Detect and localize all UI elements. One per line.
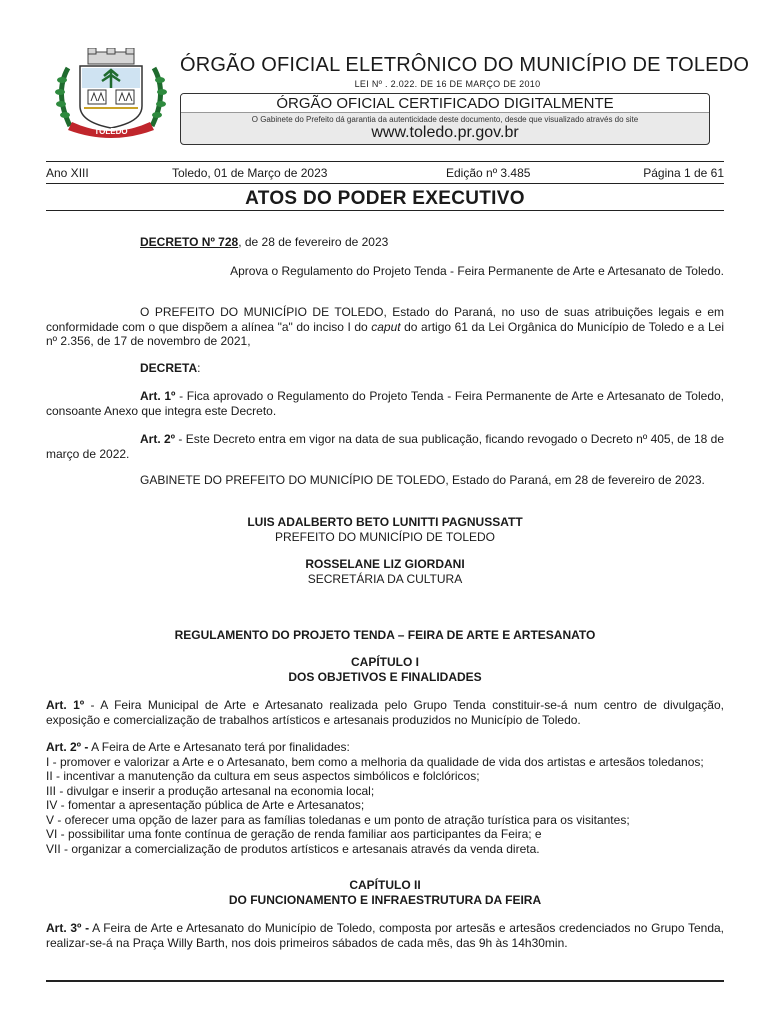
certification-title: ÓRGÃO OFICIAL CERTIFICADO DIGITALMENTE [181, 94, 709, 113]
signer-2-name: ROSSELANE LIZ GIORDANI [305, 557, 465, 571]
signer-1-role: PREFEITO DO MUNICÍPIO DE TOLEDO [274, 529, 496, 544]
footer-divider [46, 980, 724, 982]
year-label: Ano XIII [46, 166, 89, 180]
signer-2 [46, 557, 724, 586]
signer-1 [46, 515, 724, 544]
page-number: Página 1 de 61 [643, 166, 724, 180]
section-divider [46, 210, 724, 211]
decree-number: DECRETO Nº 728 [140, 235, 239, 249]
purpose-item: I - promover e valorizar a Arte e o Artesanato, bem como a melhoria da qualidade de vida dos artistas e artesãos toledanos; [46, 754, 704, 769]
certification-note: O Gabinete do Prefeito dá garantia da autenticidade deste documento, desde que visualizado através do site [251, 115, 639, 124]
decree-closing: GABINETE DO PREFEITO DO MUNICÍPIO DE TOLEDO, Estado do Paraná, em 28 de fevereiro de 2023. [140, 473, 705, 487]
chapter-1-heading: CAPÍTULO I DOS OBJETIVOS E FINALIDADES [288, 655, 482, 684]
signer-1-name: LUIS ADALBERTO BETO LUNITTI PAGNUSSATT [247, 515, 523, 529]
chapter-2-heading: CAPÍTULO II DO FUNCIONAMENTO E INFRAESTRUTURA DA FEIRA [228, 878, 542, 907]
regulation-title: REGULAMENTO DO PROJETO TENDA – FEIRA DE ARTE E ARTESANATO [174, 628, 596, 642]
gazette-title: ÓRGÃO OFICIAL ELETRÔNICO DO MUNICÍPIO DE TOLEDO [180, 54, 750, 76]
decree-article-1: Art. 1º - Fica aprovado o Regulamento do Projeto Tenda - Feira Permanente de Arte e Artesanato de Toledo, consoante Anexo que integra este Decreto. [46, 389, 725, 418]
certification-box [180, 93, 710, 145]
regulation-article-2: Art. 2º - A Feira de Arte e Artesanato terá por finalidades: I - promover e valorizar a Arte e o Artesanato, bem como a melhoria da qualidade de vida dos artistas e artesãos toledanos; II - incentivar a manutenção da cultura em seus aspectos simbólicos e folclóricos; III - divulgar e inserir a produção artesanal na economia local; IV - fomentar a apresentação pública de Arte e Artesanatos; V - oferecer uma opção de lazer para as famílias toledanas e um ponto de atração turística para os visitantes; VI - possibilitar uma fonte contínua de geração de renda familiar aos participantes da Feira; e VII - organizar a comercialização de produtos artísticos e artesanais através da venda direta. [46, 740, 724, 856]
website-link[interactable]: www.toledo.pr.gov.br [371, 124, 519, 141]
regulation-article-1: Art. 1º - A Feira Municipal de Arte e Artesanato realizada pelo Grupo Tenda constituir-se-á num centro de divulgação, exposição e comercialização de trabalhos artísticos e artesanais produzidos no Município de Toledo. [46, 698, 724, 727]
purpose-item: III - divulgar e inserir a produção artesanal na economia local; [46, 783, 375, 798]
edition-label: Edição nº 3.485 [446, 166, 531, 180]
purpose-item: VII - organizar a comercialização de produtos artísticos e artesanais através da venda direta. [46, 841, 540, 856]
decree-preamble: O PREFEITO DO MUNICÍPIO DE TOLEDO, Estado do Paraná, no uso de suas atribuições legais e em conformidade com o que dispõem a alínea "a" do inciso I do caput do artigo 61 da Lei Orgânica do Município de Toledo e a Lei nº 2.356, de 17 de novembro de 2021, [46, 305, 724, 348]
decree-decreta: DECRETA: [140, 361, 201, 375]
decree-article-2: Art. 2º - Este Decreto entra em vigor na data de sua publicação, ficando revogado o Decreto nº 405, de 18 de março de 2022. [46, 432, 724, 461]
gazette-law-reference: LEI Nº . 2.022. DE 16 DE MARÇO DE 2010 [354, 79, 541, 89]
date-label: Toledo, 01 de Março de 2023 [172, 166, 328, 180]
purpose-item: II - incentivar a manutenção da cultura em seus aspectos simbólicos e folclóricos; [46, 769, 480, 783]
purpose-item: V - oferecer uma opção de lazer para as famílias toledanas e um ponto de atração turística para os visitantes; [46, 812, 630, 827]
decree-heading: DECRETO Nº 728, de 28 de fevereiro de 2023 [140, 235, 389, 249]
signer-2-role: SECRETÁRIA DA CULTURA [307, 571, 463, 586]
purpose-item: IV - fomentar a apresentação pública de Arte e Artesanatos; [46, 798, 365, 812]
purpose-item: VI - possibilitar uma fonte contínua de geração de renda familiar aos participantes da Feira; e [46, 827, 542, 841]
decree-ementa: Aprova o Regulamento do Projeto Tenda - Feira Permanente de Arte e Artesanato de Toledo. [230, 264, 724, 278]
crest-ribbon-text: TOLEDO [94, 127, 128, 136]
section-title: ATOS DO PODER EXECUTIVO [245, 188, 525, 209]
meta-divider [46, 183, 724, 184]
header-divider [46, 161, 724, 162]
regulation-article-3: Art. 3º - A Feira de Arte e Artesanato do Município de Toledo, composta por artesãs e artesãos credenciados no Grupo Tenda, realizar-se-á na Praça Willy Barth, nos dois primeiros sábados de cada mês, das 9h às 14h30min. [46, 921, 725, 950]
municipal-crest-logo [50, 48, 172, 140]
